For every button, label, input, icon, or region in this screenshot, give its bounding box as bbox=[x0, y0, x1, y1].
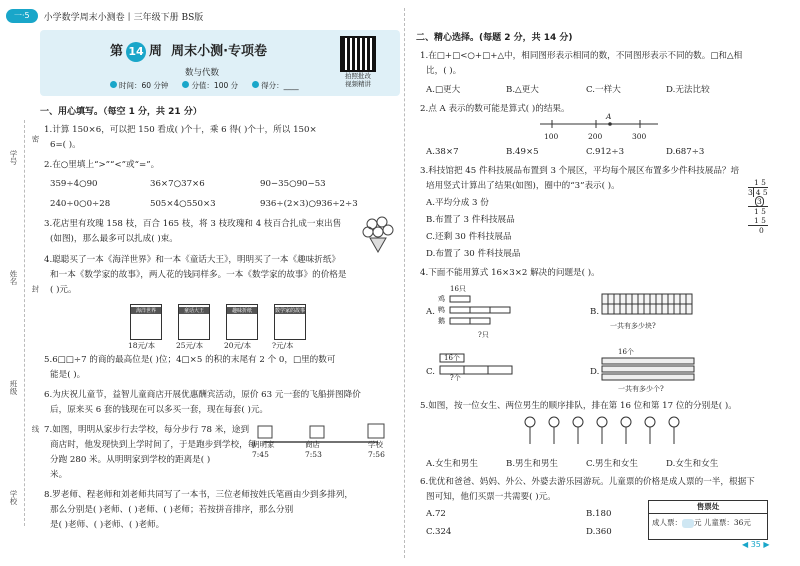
adult-ticket-label: 成人票： bbox=[652, 518, 682, 527]
queue-of-students-image bbox=[520, 414, 700, 454]
page-number: ◀ 35 ▶ bbox=[742, 540, 770, 549]
route-shop-label: 商店 bbox=[305, 440, 320, 449]
q4A-duck: 鸭 bbox=[438, 306, 445, 314]
division-quotient: 1 5 bbox=[748, 178, 768, 188]
r-q3-line1: 3.科技馆把 45 件科技展品布置到 3 个展区，平均每个展区布置多少件科技展品？培 bbox=[420, 166, 740, 176]
route-school bbox=[368, 440, 385, 460]
q4D-question: 一共有多少个? bbox=[618, 385, 664, 393]
r-q5-text: 5.如图，按一位女生、两位男生的顺序排队，排在第 16 位和第 17 位的分别是( )。 bbox=[420, 401, 737, 411]
q5-line2: 能是( )。 bbox=[50, 370, 86, 380]
route-home-label: 明明家 bbox=[252, 440, 275, 449]
q4-optB-label[interactable]: B. bbox=[590, 307, 600, 317]
r-q6-line2: 图可知，他们买票一共需要( )元。 bbox=[426, 492, 556, 502]
division-divisor: 3 bbox=[748, 188, 753, 197]
q4B-question: 一共有多少块? bbox=[610, 322, 656, 330]
q6-line1: 6.为庆祝儿童节，益智儿童商店开展优惠酬宾活动，原价 63 元一套的飞船拼图降价 bbox=[44, 390, 361, 400]
division-dividend: 4 5 bbox=[753, 188, 768, 197]
book-fairy-king bbox=[178, 304, 210, 340]
r-q1-optC[interactable]: C.一样大 bbox=[586, 85, 621, 95]
book-title: 童话大王 bbox=[179, 307, 209, 314]
week-prefix: 第 bbox=[110, 44, 124, 59]
time-text: 时间：60 分钟 bbox=[119, 81, 169, 90]
q4A-goose: 鹅 bbox=[438, 317, 445, 325]
got-info bbox=[252, 80, 299, 91]
q7-line3: 分跑 280 米。从明明家到学校的距离是( ) bbox=[50, 455, 211, 465]
q1-line2: 6=( )。 bbox=[50, 140, 81, 150]
division-rem1: 1 5 bbox=[748, 206, 768, 216]
got-text: 得分：____ bbox=[261, 81, 299, 90]
r-q6-line1: 6.优优和爸爸、妈妈、外公、外婆去游乐园游玩。儿童票的价格是成人票的一半，根据下 bbox=[420, 477, 755, 487]
subtitle: 数与代数 bbox=[185, 68, 220, 78]
section1-heading: 一、用心填写。（每空 1 分，共 21 分） bbox=[40, 107, 202, 117]
book-title: 数学家的故事 bbox=[275, 308, 306, 314]
column-divider bbox=[404, 8, 405, 558]
q4A-chicken: 鸡 bbox=[438, 295, 445, 303]
score-text: 分值：100 分 bbox=[191, 81, 239, 90]
q4D-n: 16个 bbox=[618, 348, 634, 356]
route-school-label: 学校 bbox=[368, 440, 383, 449]
r-q1-optB[interactable]: B.△更大 bbox=[506, 85, 539, 95]
q4-optD-label[interactable]: D. bbox=[590, 367, 600, 377]
r-q3-optA[interactable]: A.平均分成 3 份 bbox=[426, 198, 489, 208]
week-number-badge: 14 bbox=[126, 42, 146, 62]
page-title bbox=[110, 40, 267, 62]
side-seal: 封 bbox=[31, 285, 40, 293]
side-line: 线 bbox=[31, 425, 40, 433]
qr-caption: 拍照批改 视频精讲 bbox=[345, 72, 371, 88]
r-q6-optC[interactable]: C.324 bbox=[426, 527, 452, 537]
route-school-time: 7:56 bbox=[368, 450, 385, 459]
qr-code-icon[interactable] bbox=[340, 36, 376, 72]
q6-line2: 后，原来买 6 套的钱现在可以多买一套，现在每套( )元。 bbox=[50, 405, 269, 415]
book-mathematician bbox=[274, 304, 306, 340]
r-q3-optC[interactable]: C.还剩 30 件科技展品 bbox=[426, 232, 512, 242]
q2-row2-a: 240÷0○0÷28 bbox=[50, 199, 111, 209]
smudge-mark bbox=[682, 519, 694, 528]
r-q1-optD[interactable]: D.无法比较 bbox=[666, 85, 710, 95]
tick-100: 100 bbox=[544, 132, 559, 141]
clock-icon bbox=[110, 81, 117, 88]
q4-line2: 和一本《数学家的故事》，两人花的钱同样多。一本《数学家的故事》的价格是 bbox=[50, 270, 347, 280]
q8-line2: 那么分别是( )老师、( )老师、( )老师；若按拼音排序，那么分别 bbox=[50, 505, 294, 515]
r-q5-optC[interactable]: C.男生和女生 bbox=[586, 459, 638, 469]
side-name: 姓名 bbox=[9, 270, 18, 285]
r-q2-optD[interactable]: D.687÷3 bbox=[666, 147, 705, 157]
book-price: 18元/本 bbox=[128, 341, 156, 350]
q4A-question: ?只 bbox=[478, 331, 489, 339]
r-q2-text: 2.点 A 表示的数可能是算式( )的结果。 bbox=[420, 104, 570, 114]
q4-optC-label[interactable]: C. bbox=[426, 367, 436, 377]
route-home-time: 7:45 bbox=[252, 450, 269, 459]
q2-row2-c: 936÷(2×3)○936÷2÷3 bbox=[260, 199, 358, 209]
ticket-head: 售票处 bbox=[649, 501, 767, 514]
tick-200: 200 bbox=[588, 132, 603, 141]
r-q3-line2: 培用竖式计算出了结果(如图)，圈中的“3”表示( )。 bbox=[426, 181, 620, 191]
q4-line1: 4.聪聪买了一本《海洋世界》和一本《童话大王》，明明买了一本《趣味折纸》 bbox=[44, 255, 341, 265]
r-q5-optB[interactable]: B.男生和男生 bbox=[506, 459, 559, 469]
q4C-question: ?个 bbox=[450, 374, 461, 382]
side-dense: 密 bbox=[31, 135, 40, 143]
r-q1-line1: 1.在□+□<○+□+△中，相同图形表示相同的数，不同图形表示不同的数。□和△相 bbox=[420, 51, 743, 61]
q2-row1-c: 90−35○90−53 bbox=[260, 179, 326, 189]
route-shop-time: 7:53 bbox=[305, 450, 322, 459]
q2-row1-a: 359÷4○90 bbox=[50, 179, 98, 189]
ticket-sign bbox=[648, 500, 768, 540]
r-q2-optB[interactable]: B.49×5 bbox=[506, 147, 539, 157]
division-remainder: 0 bbox=[748, 225, 768, 235]
score-info bbox=[182, 80, 238, 91]
series-tag: 一·5 bbox=[6, 9, 38, 23]
r-q4-text: 4.下面不能用算式 16×3×2 解决的问题是( )。 bbox=[420, 268, 600, 278]
division-step2: 1 5 bbox=[754, 216, 766, 225]
q2-row1-b: 36×7○37×6 bbox=[150, 179, 205, 189]
r-q2-optC[interactable]: C.912÷3 bbox=[586, 147, 625, 157]
r-q5-optD[interactable]: D.女生和女生 bbox=[666, 459, 719, 469]
score-icon bbox=[182, 81, 189, 88]
q2-row2-b: 505×4○550×3 bbox=[150, 199, 216, 209]
q4A-top: 16只 bbox=[450, 285, 466, 293]
section2-heading: 二、精心选择。(每题 2 分，共 14 分) bbox=[416, 33, 573, 43]
r-q6-optB[interactable]: B.180 bbox=[586, 509, 612, 519]
side-class: 班级 bbox=[9, 380, 18, 395]
r-q1-optA[interactable]: A.□更大 bbox=[426, 85, 461, 95]
page-number-text: 35 bbox=[750, 540, 761, 549]
week-suffix: 周 bbox=[149, 44, 163, 59]
test-title: 周末小测·专项卷 bbox=[171, 44, 268, 59]
q3-line1: 3.花店里有玫瑰 158 枝，百合 165 枝，将 3 枝玫瑰和 4 枝百合扎成一束出售 bbox=[44, 219, 342, 229]
q7-line4: 米。 bbox=[50, 470, 68, 480]
time-info bbox=[110, 80, 168, 91]
q8-line1: 8.罗老师、程老师和刘老师共同写了一本书，三位老师按姓氏笔画由少到多排列， bbox=[44, 490, 353, 500]
q8-line3: 是( )老师、( )老师、( )老师。 bbox=[50, 520, 165, 530]
title-banner bbox=[40, 30, 400, 96]
book-title: 海洋世界 bbox=[131, 307, 161, 314]
r-q6-optA[interactable]: A.72 bbox=[426, 509, 446, 519]
q4A-bar-diagram bbox=[448, 294, 518, 330]
q4C-n: 16个 bbox=[444, 354, 460, 362]
q4D-bead-rows bbox=[600, 356, 700, 382]
q4-optA-label[interactable]: A. bbox=[426, 307, 435, 317]
route-home bbox=[252, 440, 275, 460]
book-title: 趣味折纸 bbox=[227, 307, 257, 314]
r-q3-optD[interactable]: D.布置了 30 件科技展品 bbox=[426, 249, 521, 259]
r-q3-optB[interactable]: B.布置了 3 件科技展品 bbox=[426, 215, 515, 225]
test-meta bbox=[110, 80, 299, 91]
q7-line2: 商店时，他发现快到上学时间了，于是跑步到学校，每 bbox=[50, 440, 257, 450]
number-line-point: A bbox=[606, 112, 612, 121]
pen-icon bbox=[252, 81, 259, 88]
q1-line1: 1.计算 150×6，可以把 150 看成( )个十，乘 6 得( )个十，所以 150× bbox=[44, 125, 317, 135]
series-header bbox=[6, 8, 203, 24]
q4B-blocks bbox=[600, 290, 696, 316]
q3-line2: (如图)，那么最多可以扎成( )束。 bbox=[50, 234, 178, 244]
series-title: 小学数学周末小测卷丨三年级下册 BS版 bbox=[43, 12, 204, 23]
book-price: ?元/本 bbox=[272, 341, 294, 350]
division-circled-3: 3 bbox=[757, 197, 762, 206]
book-price: 25元/本 bbox=[176, 341, 204, 350]
side-school-no: 学号 bbox=[9, 150, 18, 165]
q7-line1: 7.如图，明明从家步行去学校，每分步行 78 米，途到 bbox=[44, 425, 250, 435]
cut-line bbox=[24, 120, 25, 526]
r-q5-optA[interactable]: A.女生和男生 bbox=[426, 459, 478, 469]
r-q6-optD[interactable]: D.360 bbox=[586, 527, 612, 537]
side-school: 学校 bbox=[9, 490, 18, 505]
r-q1-line2: 比，( )。 bbox=[426, 66, 462, 76]
tick-300: 300 bbox=[632, 132, 647, 141]
flower-bouquet-image bbox=[358, 214, 398, 254]
r-q2-optA[interactable]: A.38×7 bbox=[426, 147, 459, 157]
book-ocean-world bbox=[130, 304, 162, 340]
book-origami bbox=[226, 304, 258, 340]
route-shop bbox=[305, 440, 322, 460]
book-price: 20元/本 bbox=[224, 341, 252, 350]
child-ticket-label: 儿童票：36元 bbox=[703, 518, 751, 527]
adult-ticket-unit: 元 bbox=[694, 518, 702, 527]
long-division bbox=[748, 178, 768, 235]
q4-line3: ( )元。 bbox=[50, 285, 77, 295]
q5-line1: 5.6□□÷7 的商的最高位是( )位；4□×5 的积的末尾有 2 个 0，□里的数可 bbox=[44, 355, 336, 365]
q2-text: 2.在○里填上“>”“<”或“=”。 bbox=[44, 160, 160, 170]
